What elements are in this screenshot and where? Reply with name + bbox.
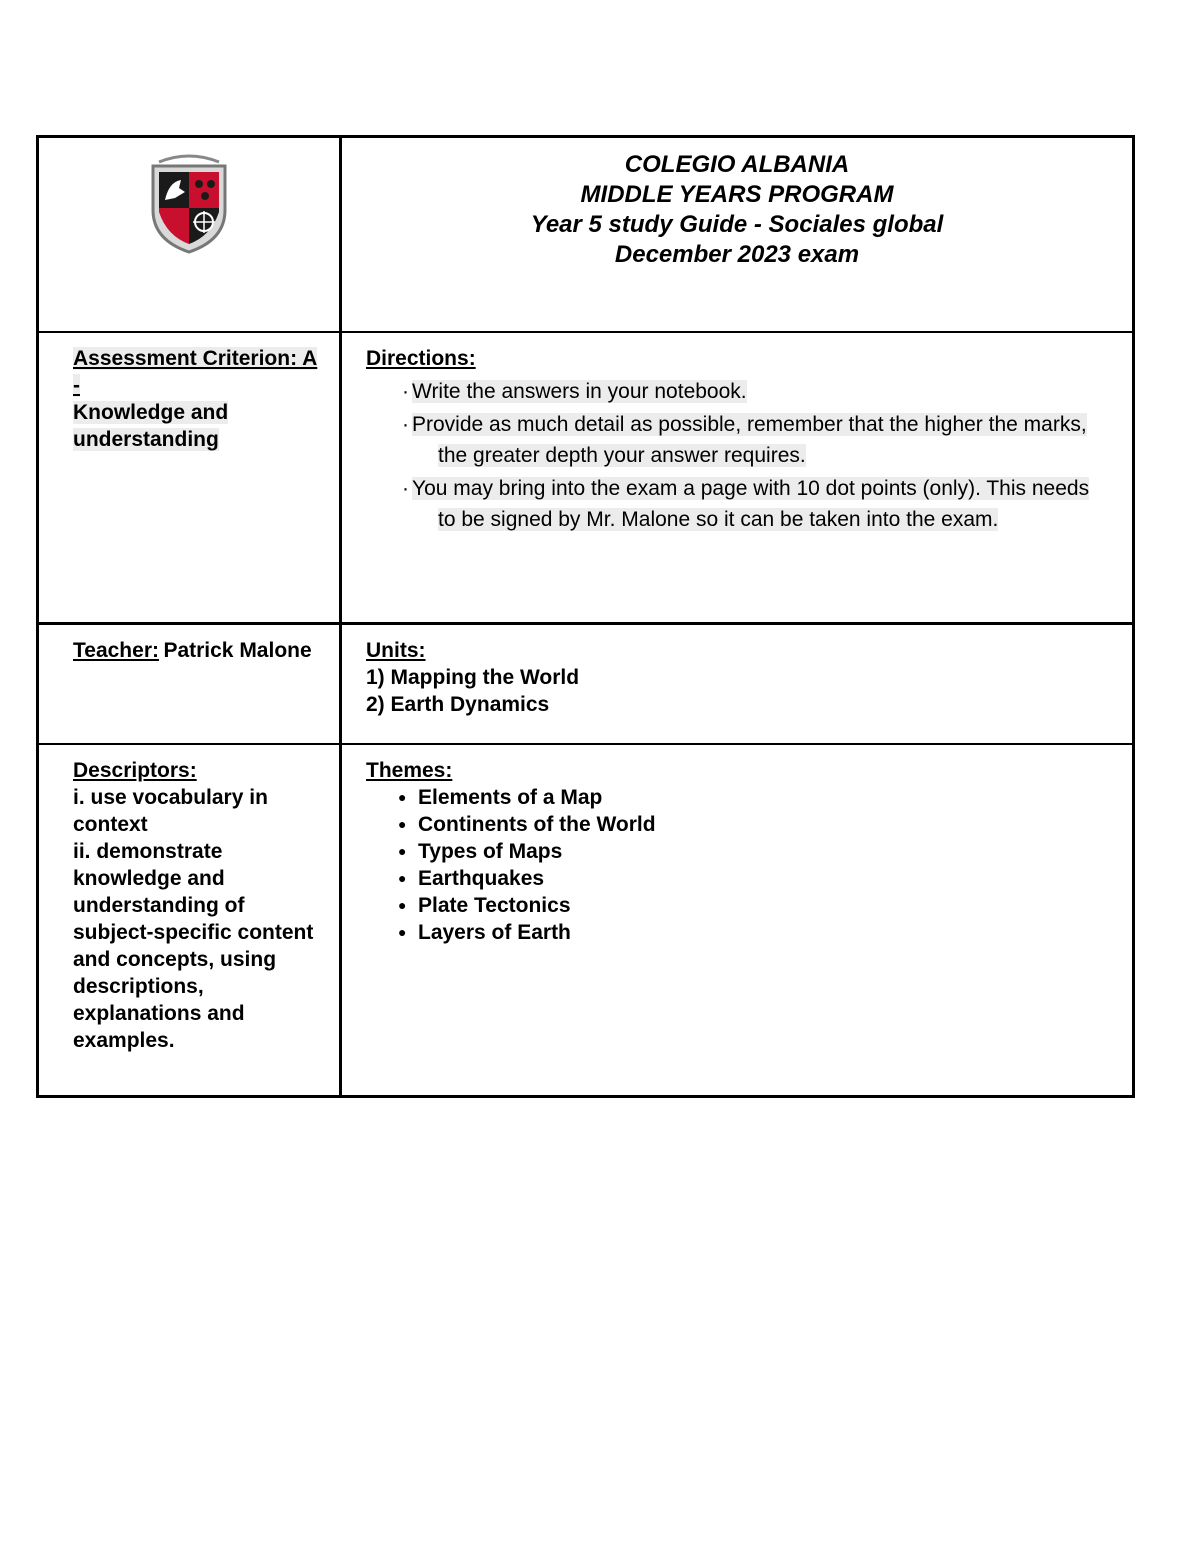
unit-item: 1) Mapping the World (366, 666, 580, 689)
themes-label: Themes: (366, 759, 453, 782)
school-name: COLEGIO ALBANIA (624, 151, 850, 178)
theme-item: ● Plate Tectonics (398, 892, 1112, 919)
teacher-label: Teacher: (73, 639, 159, 662)
header-row (39, 138, 1132, 333)
directions-list (366, 376, 1112, 535)
title-cell (342, 138, 1132, 331)
teacher-cell (39, 625, 342, 743)
theme-item: ● Elements of a Map (398, 784, 1112, 811)
study-guide-table (36, 135, 1135, 1098)
directions-cell (342, 333, 1132, 622)
assessment-cell (39, 333, 342, 622)
descriptors-cell (39, 745, 342, 1095)
assessment-text: Knowledge and understanding (73, 401, 229, 451)
descriptors-label: Descriptors: (73, 759, 197, 782)
direction-item: · Write the answers in your notebook. (402, 380, 747, 403)
assessment-label: Assessment Criterion: A - (73, 347, 318, 397)
theme-item: ● Layers of Earth (398, 919, 1112, 946)
units-row (39, 625, 1132, 745)
directions-row (39, 333, 1132, 625)
direction-item: · You may bring into the exam a page with 10 dot points (only). This needs to be signed by Mr. Malone so it can be taken into the exam. (402, 477, 1090, 531)
teacher-name: Patrick Malone (163, 639, 312, 662)
theme-item: ● Earthquakes (398, 865, 1112, 892)
units-label: Units: (366, 639, 426, 662)
theme-item: ● Continents of the World (398, 811, 1112, 838)
themes-cell (342, 745, 1132, 1095)
unit-item: 2) Earth Dynamics (366, 693, 550, 716)
theme-item: ● Types of Maps (398, 838, 1112, 865)
exam-date: December 2023 exam (614, 241, 860, 268)
descriptors-row (39, 745, 1132, 1095)
descriptor-item: ii. demonstrate knowledge and understanding of subject-specific content and concepts, using descriptions, explanations and examples. (73, 840, 314, 1052)
direction-item: · Provide as much detail as possible, remember that the higher the marks, the greater depth your answer requires. (402, 413, 1087, 467)
school-crest-icon (141, 148, 237, 256)
units-cell (342, 625, 1132, 743)
crest-cell (39, 138, 342, 331)
directions-label: Directions: (366, 347, 476, 370)
descriptor-item: i. use vocabulary in context (73, 786, 268, 836)
guide-title: Year 5 study Guide - Sociales global (530, 211, 944, 238)
themes-list (366, 784, 1112, 946)
program-name: MIDDLE YEARS PROGRAM (580, 181, 894, 208)
